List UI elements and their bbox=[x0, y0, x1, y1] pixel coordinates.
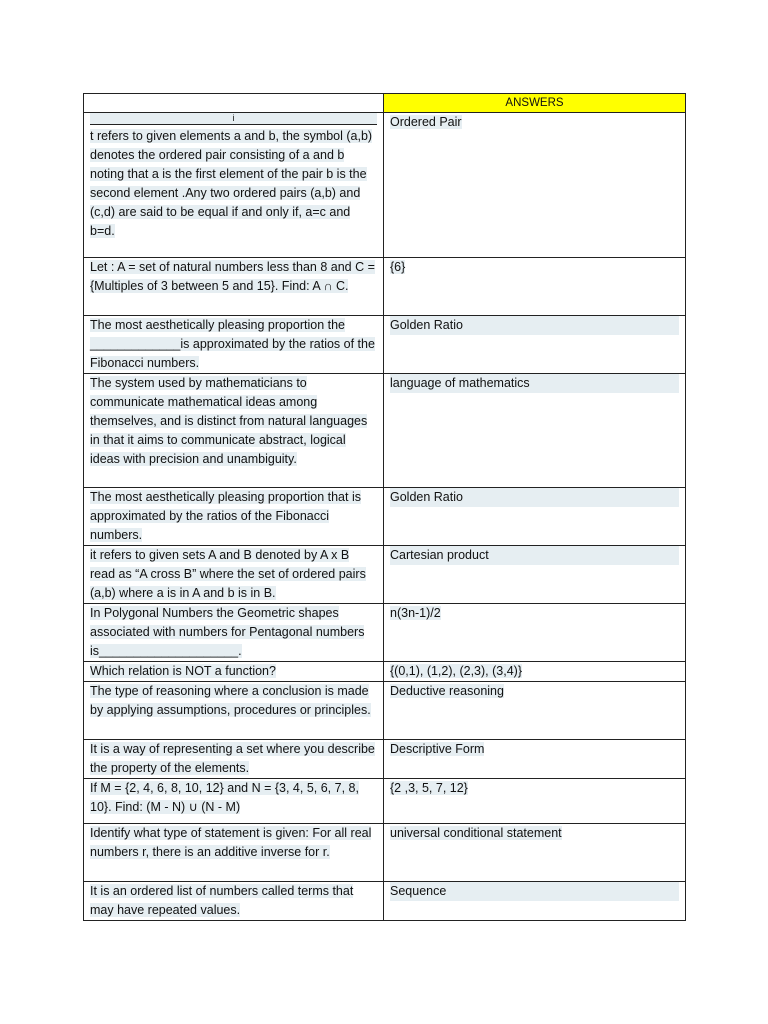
question-text: The most aesthetically pleasing proportion the _____________is approximated by the ratios of the Fibonacci numbers. bbox=[90, 318, 375, 370]
answer-text: {(0,1), (1,2), (2,3), (3,4)} bbox=[390, 664, 522, 678]
answer-text: universal conditional statement bbox=[390, 826, 562, 840]
question-text: Identify what type of statement is given: For all real numbers r, there is an additive inverse for r. bbox=[90, 826, 372, 859]
table-row bbox=[84, 113, 686, 258]
header-answers-cell: ANSWERS bbox=[384, 94, 686, 113]
question-text: t refers to given elements a and b, the symbol (a,b) denotes the ordered pair consisting of a and b noting that a is the first element of the pair b is the second element .Any two ordered pairs (a,b) and (c,d) are said to be equal if and only if, a=c and b=d. bbox=[90, 129, 373, 238]
answer-cell bbox=[384, 740, 686, 779]
answer-cell bbox=[384, 546, 686, 604]
question-text: Let : A = set of natural numbers less than 8 and C = {Multiples of 3 between 5 and 15}. Find: A ∩ C. bbox=[90, 260, 375, 293]
answer-text: Sequence bbox=[390, 882, 679, 901]
answer-cell bbox=[384, 488, 686, 546]
table-row bbox=[84, 740, 686, 779]
question-cell bbox=[84, 740, 384, 779]
question-cell bbox=[84, 316, 384, 374]
table-row bbox=[84, 604, 686, 662]
answer-text: Cartesian product bbox=[390, 546, 679, 565]
qa-sheet bbox=[83, 93, 685, 921]
answer-text: Golden Ratio bbox=[390, 316, 679, 335]
answer-cell bbox=[384, 824, 686, 882]
question-cell bbox=[84, 682, 384, 740]
answer-text: language of mathematics bbox=[390, 374, 679, 393]
table-row bbox=[84, 258, 686, 316]
answer-cell bbox=[384, 882, 686, 921]
question-cell bbox=[84, 779, 384, 824]
answer-text: {2 ,3, 5, 7, 12} bbox=[390, 781, 468, 795]
table-row bbox=[84, 824, 686, 882]
first-row-marker: i bbox=[90, 113, 377, 125]
answer-text: Deductive reasoning bbox=[390, 684, 504, 698]
table-row bbox=[84, 662, 686, 682]
table-row bbox=[84, 374, 686, 488]
question-text: Which relation is NOT a function? bbox=[90, 664, 276, 678]
question-cell bbox=[84, 488, 384, 546]
question-text: it refers to given sets A and B denoted by A x B read as “A cross B” where the set of ordered pairs (a,b) where a is in A and b is in B. bbox=[90, 548, 366, 600]
question-text: The system used by mathematicians to communicate mathematical ideas among themselves, and is distinct from natural languages in that it aims to communicate abstract, logical ideas with precision and unambiguity. bbox=[90, 376, 368, 466]
answer-cell bbox=[384, 374, 686, 488]
answer-text: Ordered Pair bbox=[390, 115, 462, 129]
question-cell bbox=[84, 113, 384, 258]
answer-cell bbox=[384, 258, 686, 316]
header-question-cell bbox=[84, 94, 384, 113]
answer-text: Descriptive Form bbox=[390, 742, 485, 756]
question-text: It is a way of representing a set where you describe the property of the elements. bbox=[90, 742, 375, 775]
answer-text: {6} bbox=[390, 260, 406, 274]
table-row bbox=[84, 682, 686, 740]
question-cell bbox=[84, 546, 384, 604]
qa-table bbox=[83, 93, 686, 921]
question-cell bbox=[84, 824, 384, 882]
question-cell bbox=[84, 882, 384, 921]
table-row bbox=[84, 488, 686, 546]
question-text: In Polygonal Numbers the Geometric shapes associated with numbers for Pentagonal numbers is____________________. bbox=[90, 606, 365, 658]
question-text: The type of reasoning where a conclusion is made by applying assumptions, procedures or principles. bbox=[90, 684, 371, 717]
answer-text: Golden Ratio bbox=[390, 488, 679, 507]
question-cell bbox=[84, 258, 384, 316]
header-row bbox=[84, 94, 686, 113]
question-cell bbox=[84, 662, 384, 682]
question-cell bbox=[84, 604, 384, 662]
question-text: The most aesthetically pleasing proportion that is approximated by the ratios of the Fibonacci numbers. bbox=[90, 490, 361, 542]
answer-cell bbox=[384, 113, 686, 258]
answer-text: n(3n-1)/2 bbox=[390, 606, 441, 620]
question-text: If M = {2, 4, 6, 8, 10, 12} and N = {3, 4, 5, 6, 7, 8, 10}. Find: (M - N) ∪ (N - M) bbox=[90, 781, 359, 814]
question-cell bbox=[84, 374, 384, 488]
answer-cell bbox=[384, 316, 686, 374]
table-row bbox=[84, 316, 686, 374]
answer-cell bbox=[384, 604, 686, 662]
table-row bbox=[84, 546, 686, 604]
table-row bbox=[84, 779, 686, 824]
answer-cell bbox=[384, 682, 686, 740]
answer-cell bbox=[384, 779, 686, 824]
answer-cell bbox=[384, 662, 686, 682]
question-text: It is an ordered list of numbers called terms that may have repeated values. bbox=[90, 884, 354, 917]
table-row bbox=[84, 882, 686, 921]
